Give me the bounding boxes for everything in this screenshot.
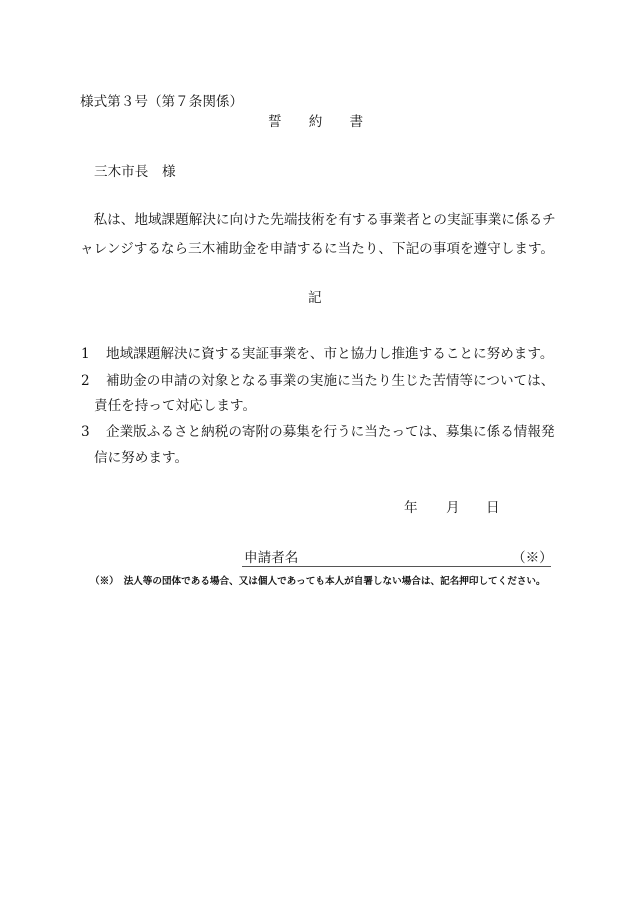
form-label: 様式第３号（第７条関係） — [80, 94, 244, 110]
date-year: 年 — [404, 500, 418, 516]
item-number: 1 — [81, 346, 90, 362]
item-text: 責任を持って対応します。 — [94, 398, 257, 414]
applicant-name-line[interactable] — [242, 566, 551, 567]
applicant-mark: （※） — [512, 550, 553, 566]
item-number: 2 — [81, 373, 90, 389]
footnote: （※） 法人等の団体である場合、又は個人であっても本人が自署しない場合は、記名押印してください。 — [90, 576, 546, 587]
body-line: ャレンジするなら三木補助金を申請するに当たり、下記の事項を遵守します。 — [80, 241, 555, 257]
item-text: 信に努めます。 — [94, 450, 189, 466]
body-line: 私は、地域課題解決に向けた先端技術を有する事業者との実証事業に係るチ — [80, 212, 556, 228]
item-text: 企業版ふるさと納税の寄附の募集を行うに当たっては、募集に係る情報発 — [106, 424, 555, 440]
applicant-label: 申請者名 — [244, 550, 299, 566]
item-text: 地域課題解決に資する実証事業を、市と協力し推進することに努めます。 — [106, 346, 554, 362]
document-title: 誓 約 書 — [268, 114, 364, 130]
item-text: 補助金の申請の対象となる事業の実施に当たり生じた苦情等については、 — [106, 373, 555, 389]
date-day: 日 — [486, 500, 500, 516]
addressee: 三木市長 様 — [94, 164, 176, 180]
date-month: 月 — [446, 500, 460, 516]
ki-heading: 記 — [308, 290, 322, 306]
item-number: 3 — [81, 424, 90, 440]
